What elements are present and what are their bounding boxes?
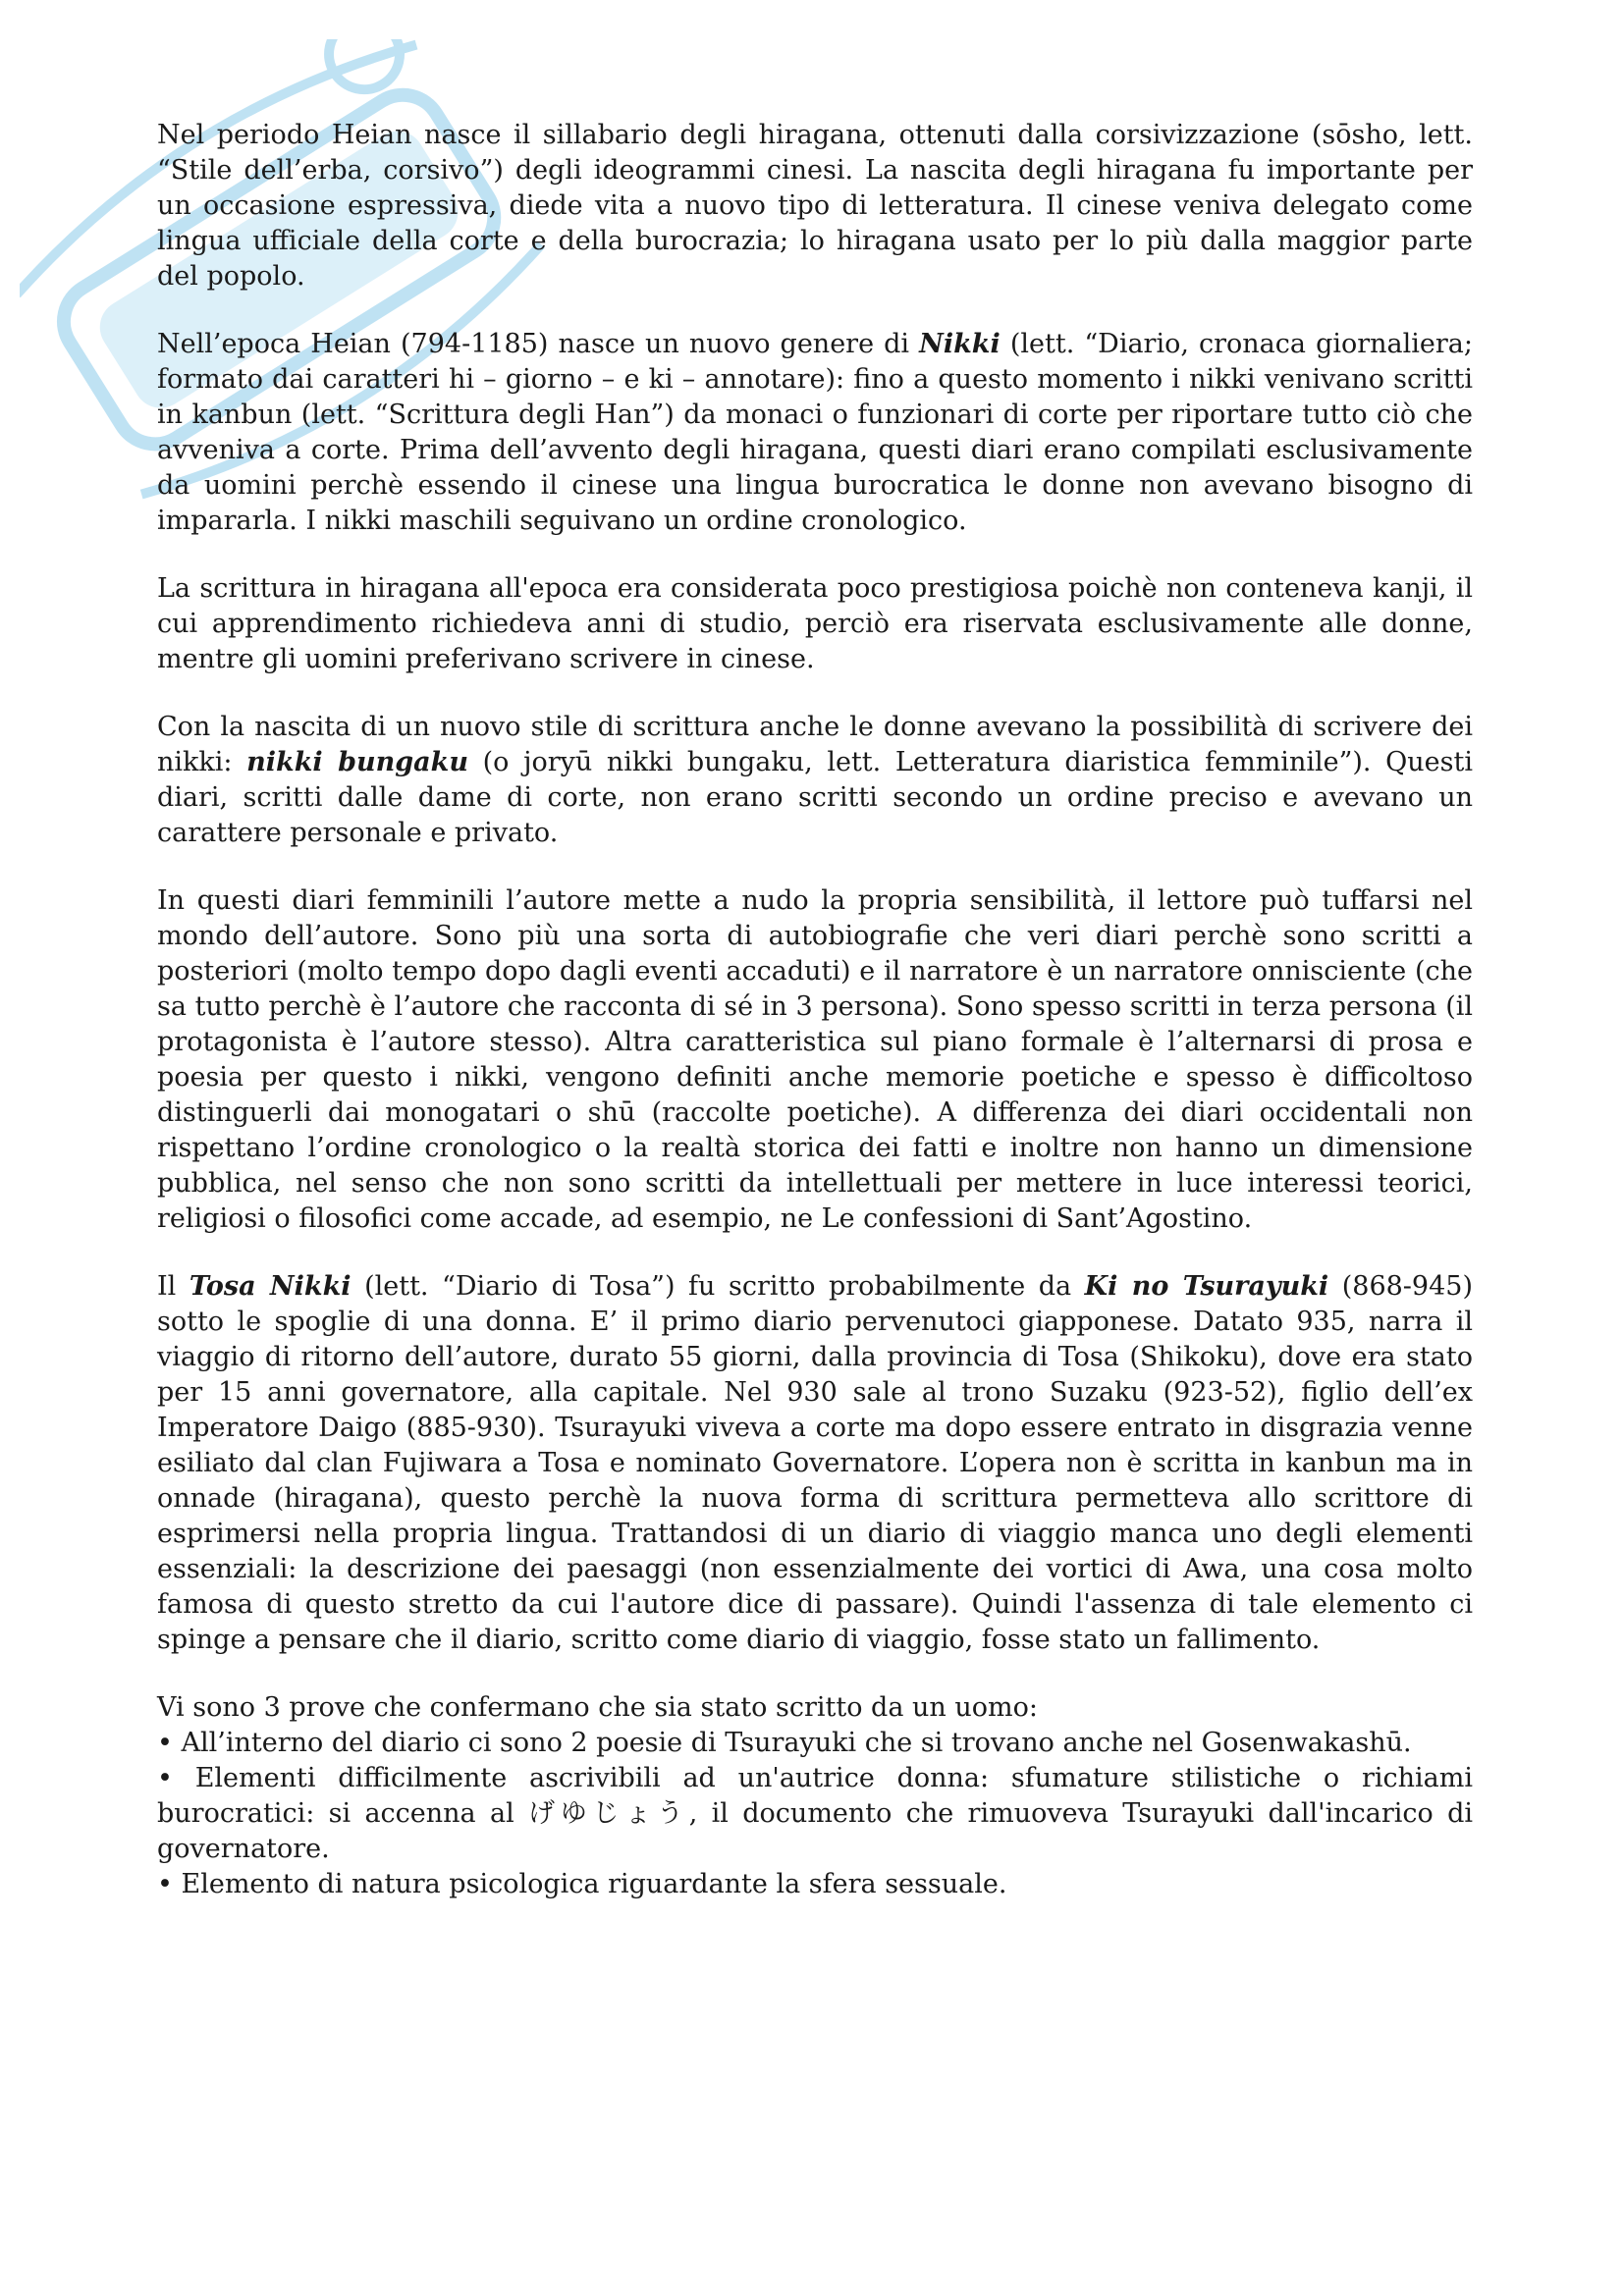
- text-run: Nell’epoca Heian (794-1185) nasce un nuovo genere di: [157, 329, 920, 359]
- term-nikki-bungaku: nikki bungaku: [246, 747, 468, 777]
- term-tosa-nikki: Tosa Nikki: [189, 1271, 352, 1302]
- paragraph-nikki-bungaku: [157, 710, 1473, 851]
- list-item: • All’interno del diario ci sono 2 poesie di Tsurayuki che si trovano anche nel Gosenwakashū.: [157, 1728, 1412, 1758]
- term-ki-no-tsurayuki: Ki no Tsurayuki: [1084, 1271, 1329, 1302]
- text-run: Il: [157, 1271, 189, 1302]
- paragraph-hiragana: Nel periodo Heian nasce il sillabario degli hiragana, ottenuti dalla corsivizzazione (sōsho, lett. “Stile dell’erba, corsivo”) degli ideogrammi cinesi. La nascita degli hiragana fu importante per un occasione espressiva, diede vita a nuovo tipo di letteratura. Il cinese veniva delegato come lingua ufficiale della corte e della burocrazia; lo hiragana usato per lo più dalla maggior parte del popolo.: [157, 120, 1473, 292]
- paragraph-diari-femminili: In questi diari femminili l’autore mette a nudo la propria sensibilità, il lettore può tuffarsi nel mondo dell’autore. Sono più una sorta di autobiografie che veri diari perchè sono scritti a posteriori (molto tempo dopo dagli eventi accaduti) e il narratore è un narratore onnisciente (che sa tutto perchè è l’autore che racconta di sé in 3 persona). Sono spesso scritti in terza persona (il protagonista è l’autore stesso). Altra caratteristica sul piano formale è l’alternarsi di prosa e poesia per questo i nikki, vengono definiti anche memorie poetiche e spesso è difficoltoso distinguerli dai monogatari o shū (raccolte poetiche). A differenza dei diari occidentali non rispettano l’ordine cronologico o la realtà storica dei fatti e inoltre non hanno un dimensione pubblica, nel senso che non sono scritti da intellettuali per mettere in luce interessi teorici, religiosi o filosofici come accade, ad esempio, ne Le confessioni di Sant’Agostino.: [157, 885, 1473, 1234]
- text-run: (868-945) sotto le spoglie di una donna. E’ il primo diario pervenutoci giapponese. Datato 935, narra il viaggio di ritorno dell’autore, durato 55 giorni, dalla provincia di Tosa (Shikoku), dove era stato per 15 anni governatore, alla capitale. Nel 930 sale al trono Suzaku (923-52), figlio dell’ex Imperatore Daigo (885-930). Tsurayuki viveva a corte ma dopo essere entrato in disgrazia venne esiliato dal clan Fujiwara a Tosa e nominato Governatore. L’opera non è scritta in kanbun ma in onnade (hiragana), questo perchè la nuova forma di scrittura permetteva allo scrittore di esprimersi nella propria lingua. Trattandosi di un diario di viaggio manca uno degli elementi essenziali: la descrizione dei paesaggi (non essenzialmente dei vortici di Awa, una cosa molto famosa di questo stretto da cui l'autore dice di passare). Quindi l'assenza di tale elemento ci spinge a pensare che il diario, scritto come diario di viaggio, fosse stato un fallimento.: [157, 1271, 1473, 1655]
- term-nikki: Nikki: [919, 329, 1001, 359]
- paragraph-nikki: [157, 327, 1473, 539]
- paragraph-tosa-nikki: [157, 1269, 1473, 1658]
- text-run: (lett. “Diario, cronaca giornaliera; formato dai caratteri hi – giorno – e ki – annotare): fino a questo momento i nikki venivano scritti in kanbun (lett. “Scrittura degli Han”) da monaci o funzionari di corte per riportare tutto ciò che avveniva a corte. Prima dell’avvento degli hiragana, questi diari erano compilati esclusivamente da uomini perchè essendo il cinese una lingua burocratica le donne non avevano bisogno di impararla. I nikki maschili seguivano un ordine cronologico.: [157, 329, 1473, 536]
- list-item: • Elementi difficilmente ascrivibili ad un'autrice donna: sfumature stilistiche o richiami burocratici: si accenna al げゆじょう, il documento che rimuoveva Tsurayuki dall'incarico di governatore.: [157, 1763, 1473, 1864]
- text-run: (lett. “Diario di Tosa”) fu scritto probabilmente da: [351, 1271, 1085, 1302]
- text-run: Con la nascita di un nuovo stile di scrittura anche le donne avevano la possibilità di scrivere dei nikki:: [157, 712, 1473, 777]
- paragraph-prove-intro: Vi sono 3 prove che confermano che sia stato scritto da un uomo:: [157, 1692, 1038, 1723]
- text-run: (o joryū nikki bungaku, lett. Letteratura diaristica femminile”). Questi diari, scritti dalle dame di corte, non erano scritti secondo un ordine preciso e avevano un carattere personale e privato.: [157, 747, 1473, 848]
- list-item: • Elemento di natura psicologica riguardante la sfera sessuale.: [157, 1869, 1007, 1899]
- proofs-list: [157, 1726, 1473, 1902]
- document-body: [157, 118, 1473, 1902]
- paragraph-scrittura-hiragana: La scrittura in hiragana all'epoca era considerata poco prestigiosa poichè non conteneva kanji, il cui apprendimento richiedeva anni di studio, perciò era riservata esclusivamente alle donne, mentre gli uomini preferivano scrivere in cinese.: [157, 573, 1473, 674]
